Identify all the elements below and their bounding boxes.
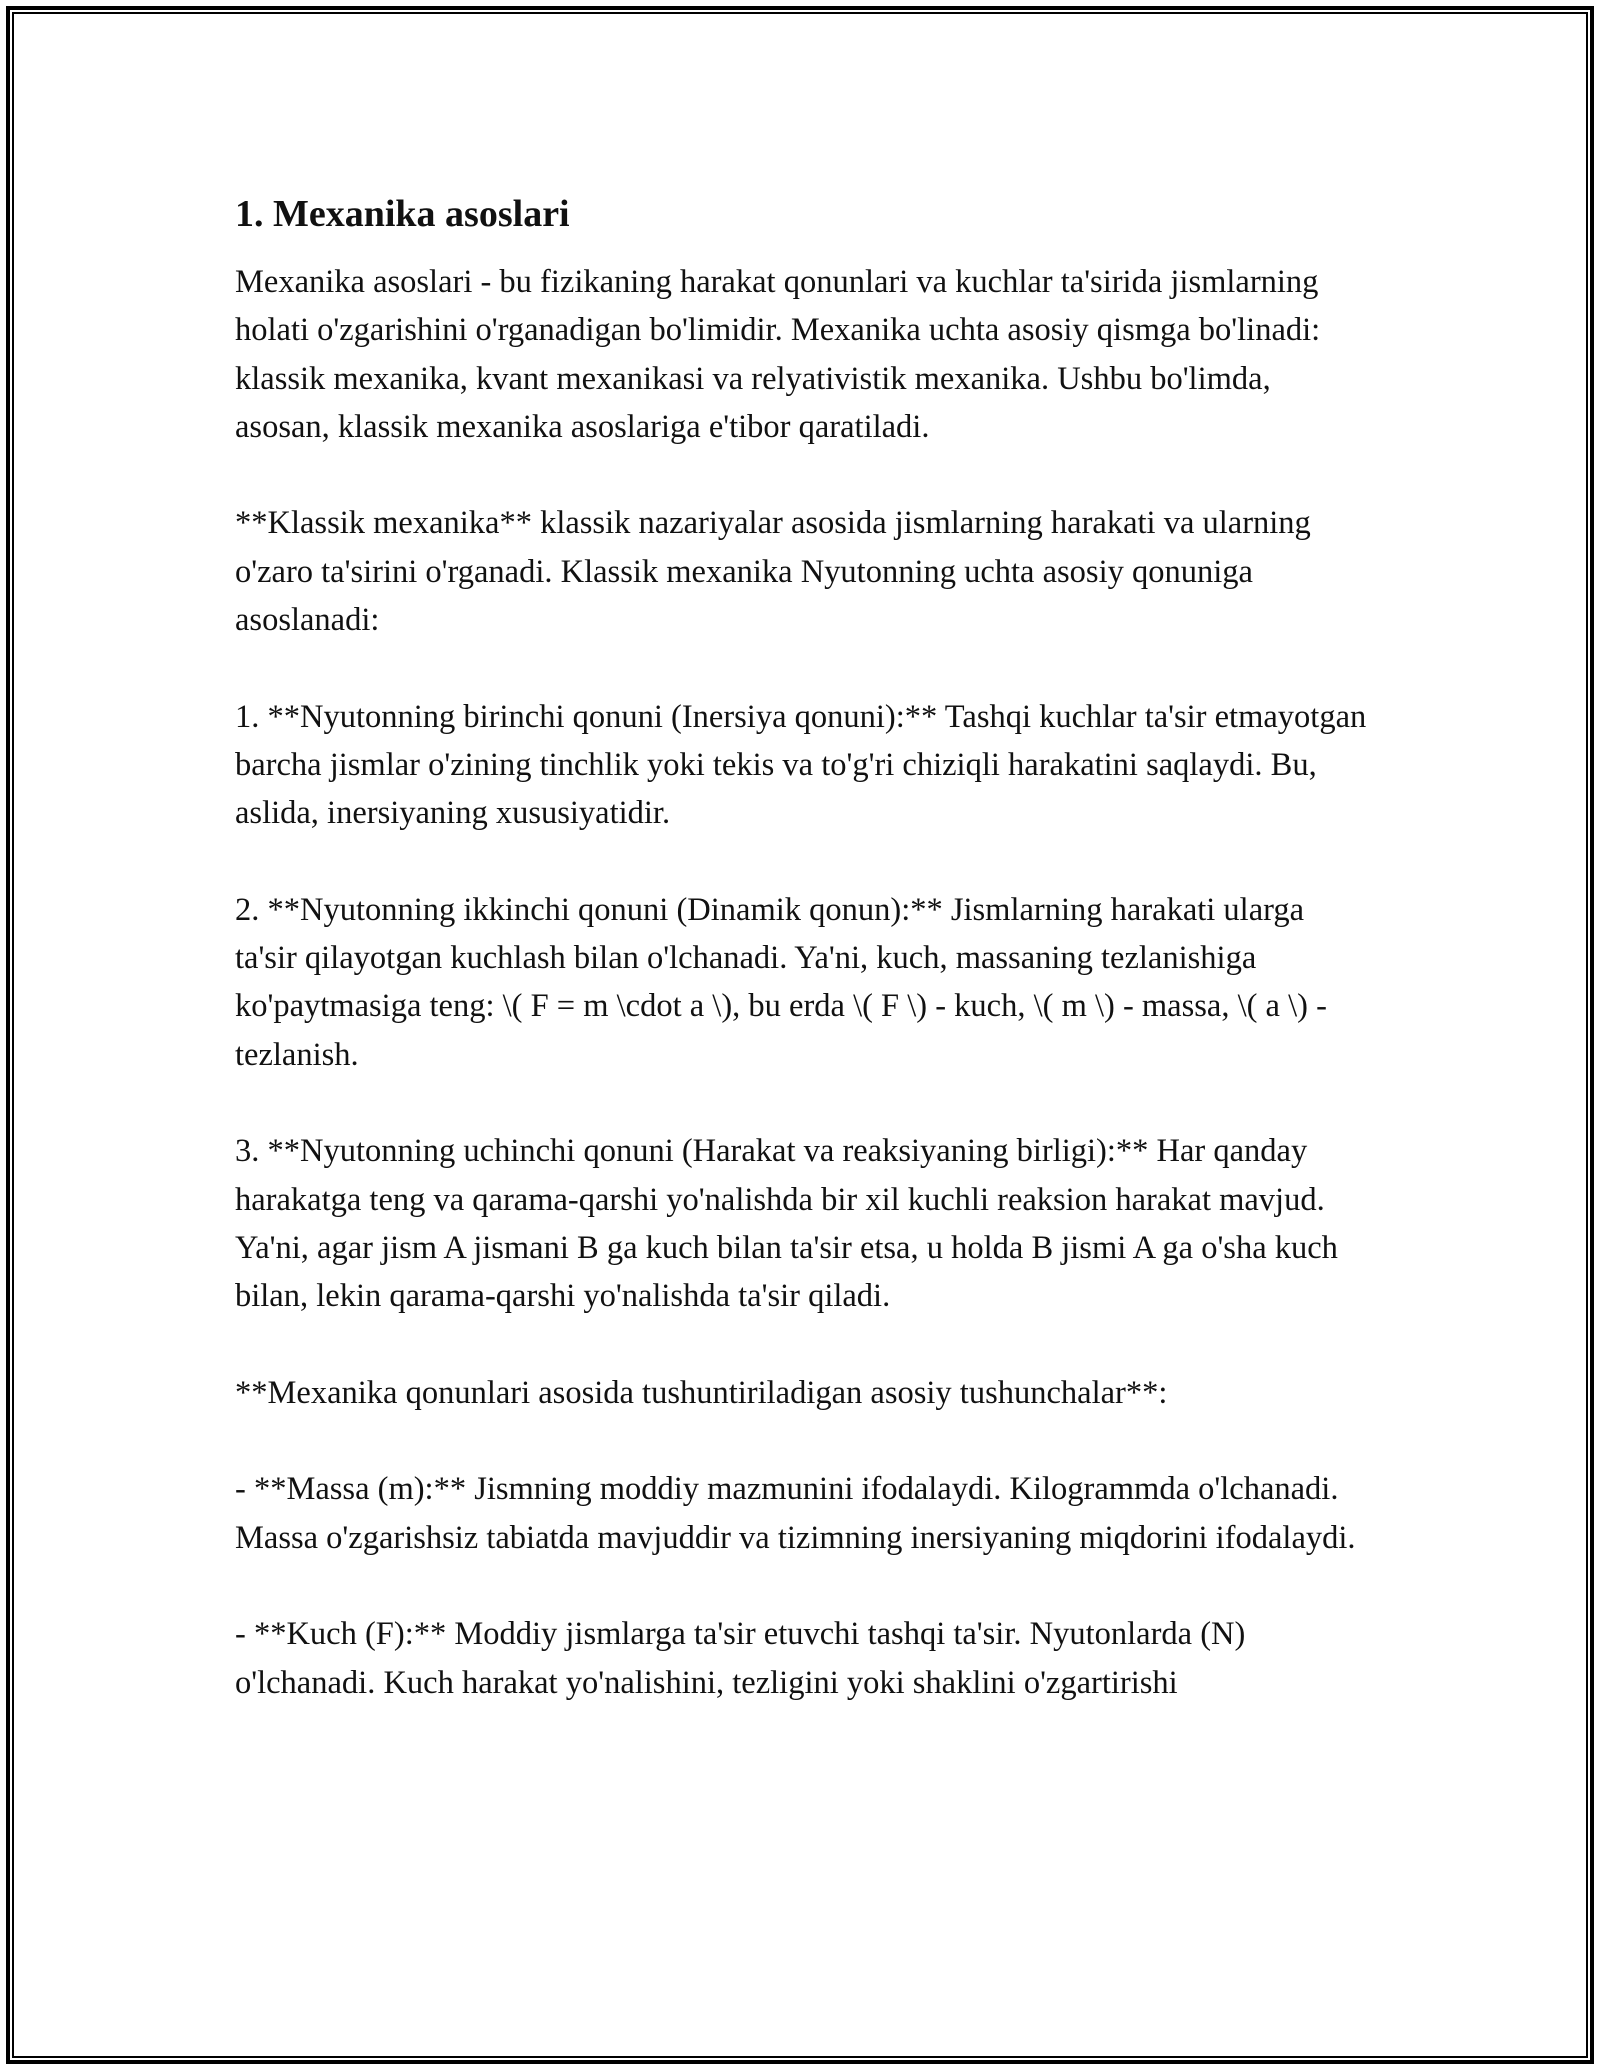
- document-body: [235, 188, 1370, 1755]
- concepts-heading-paragraph: **Mexanika qonunlari asosida tushuntiriladigan asosiy tushunchalar**:: [235, 1374, 1168, 1411]
- newton-third-law-paragraph: 3. **Nyutonning uchinchi qonuni (Harakat va reaksiyaning birligi):** Har qanday harakatga teng va qarama-qarshi yo'nalishda bir xil kuchli reaksion harakat mavjud. Ya'ni, agar jism A jismani B ga kuch bilan ta'sir etsa, u holda B jismi A ga o'sha kuch bilan, lekin qarama-qarshi yo'nalishda ta'sir qiladi.: [235, 1133, 1338, 1315]
- newton-first-law-paragraph: 1. **Nyutonning birinchi qonuni (Inersiya qonuni):** Tashqi kuchlar ta'sir etmayotgan barcha jismlar o'zining tinchlik yoki tekis va to'g'ri chiziqli harakatini saqlaydi. Bu, aslida, inersiyaning xususiyatidir.: [235, 698, 1367, 832]
- section-title: 1. Mexanika asoslari: [235, 193, 570, 235]
- classical-mechanics-paragraph: **Klassik mexanika** klassik nazariyalar asosida jismlarning harakati va ularning o'zaro ta'sirini o'rganadi. Klassik mexanika Nyutonning uchta asosiy qonuniga asoslanadi:: [235, 505, 1311, 639]
- mass-definition-paragraph: - **Massa (m):** Jismning moddiy mazmunini ifodalaydi. Kilogrammda o'lchanadi. Massa o'zgarishsiz tabiatda mavjuddir va tizimning inersiyaning miqdorini ifodalaydi.: [235, 1471, 1356, 1556]
- intro-paragraph: Mexanika asoslari - bu fizikaning harakat qonunlari va kuchlar ta'sirida jismlarning holati o'zgarishini o'rganadigan bo'limidir. Mexanika uchta asosiy qismga bo'linadi: klassik mexanika, kvant mexanikasi va relyativistik mexanika. Ushbu bo'limda, asosan, klassik mexanika asoslariga e'tibor qaratiladi.: [235, 264, 1321, 445]
- newton-second-law-paragraph: 2. **Nyutonning ikkinchi qonuni (Dinamik qonun):** Jismlarning harakati ularga ta'sir qilayotgan kuchlash bilan o'lchanadi. Ya'ni, kuch, massaning tezlanishiga ko'paytmasiga teng: \( F = m \cdot a \), bu erda \( F \) - kuch, \( m \) - massa, \( a \) - tezlanish.: [235, 891, 1327, 1073]
- force-definition-paragraph: - **Kuch (F):** Moddiy jismlarga ta'sir etuvchi tashqi ta'sir. Nyutonlarda (N) o'lchanadi. Kuch harakat yo'nalishini, tezligini yoki shaklini o'zgartirishi: [235, 1616, 1246, 1701]
